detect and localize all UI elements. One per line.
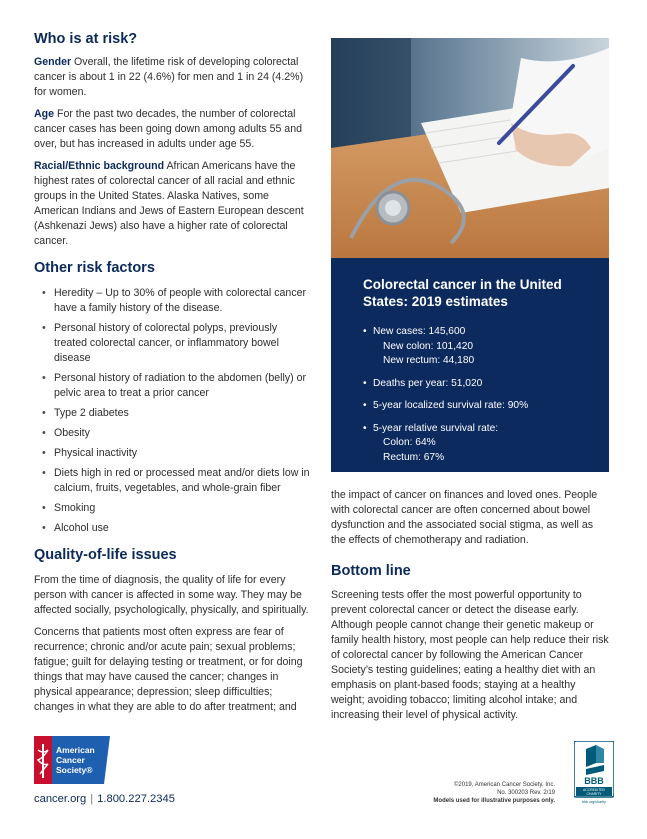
list-item xyxy=(363,377,589,392)
list-item: • Personal history of colorectal polyps, previously treated colorectal cancer, or inflammatory bowel disease xyxy=(42,321,312,366)
bbb-charity: CHARITY xyxy=(586,792,602,796)
list-item: • Alcohol use xyxy=(42,521,312,536)
list-item xyxy=(363,399,589,414)
who-at-risk-heading: Who is at risk? xyxy=(34,31,138,47)
localized-survival: 5-year localized survival rate: 90% xyxy=(373,400,529,411)
bbb-accredited: ACCREDITED xyxy=(582,788,606,792)
deaths-per-year: Deaths per year: 51,020 xyxy=(373,377,483,389)
list-item: • Type 2 diabetes xyxy=(42,406,312,421)
risk-factor-list xyxy=(42,286,312,536)
copyright-line: ©2019, American Cancer Society, Inc. xyxy=(453,782,555,788)
statistics-box xyxy=(331,258,609,472)
acs-logo-icon xyxy=(34,736,110,784)
bbb-torch-icon xyxy=(574,741,614,805)
phone-number[interactable]: 1.800.227.2345 xyxy=(97,793,175,805)
statistics-list xyxy=(363,325,589,465)
models-disclaimer: Models used for illustrative purposes only. xyxy=(433,798,555,804)
age-paragraph xyxy=(34,107,312,152)
age-label: Age xyxy=(34,108,55,120)
logo-line-1: American xyxy=(56,745,95,755)
bottom-line-heading: Bottom line xyxy=(331,563,411,579)
list-item: • Diets high in red or processed meat and/or diets low in calcium, fruits, vegetables, and whole-grain fiber xyxy=(42,466,312,496)
bottom-line-text: Screening tests offer the most powerful opportunity to prevent colorectal cancer or detect the disease early. Although people cannot change their genetic makeup or family health history, most people can help reduce their risk of colorectal cancer by following the American Cancer Society’s testing guidelines; eating a healthy diet with an emphasis on plant-based foods; staying at a healthy weight; avoiding tobacco; limiting alcohol intake; and increasing their level of physical activity. xyxy=(331,589,609,721)
gender-label: Gender xyxy=(34,56,72,68)
gender-text: Overall, the lifetime risk of developing colorectal cancer is about 1 in 22 (4.6%) for men and 1 in 24 (4.2%) for women. xyxy=(34,56,304,98)
separator: | xyxy=(90,793,94,805)
left-column xyxy=(34,30,312,722)
logo-line-3: Society® xyxy=(56,765,93,775)
footer-contact xyxy=(34,793,175,805)
list-item xyxy=(363,422,589,466)
acs-logo[interactable] xyxy=(34,736,110,784)
doctor-photo xyxy=(331,38,609,258)
list-item: • Obesity xyxy=(42,426,312,441)
relative-survival: 5-year relative survival rate: xyxy=(373,422,499,434)
race-text: African Americans have the highest rates of colorectal cancer of all racial and ethnic groups in the United States. Alaska Natives, some American Indians and Jews of Eastern European descent (Ashkenazi Jews) also have a higher rate of colorectal cancer. xyxy=(34,160,304,247)
logo-line-2: Cancer xyxy=(56,755,85,765)
list-item: • Personal history of radiation to the abdomen (belly) or pelvic area to treat a prior cancer xyxy=(42,371,312,401)
statistics-title: Colorectal cancer in the United States: 2019 estimates xyxy=(363,277,562,309)
list-item: • Smoking xyxy=(42,501,312,516)
quality-paragraph-2: Concerns that patients most often express are fear of recurrence; chronic and/or acute pain; sexual problems; fatigue; guilt for delaying testing or treatment, or for doing things that may have caused the cancer; changes in physical appearance; depression; sleep difficulties; changes in what they are able to do after treatment; and xyxy=(34,626,303,713)
colon-survival: Colon: 64% xyxy=(383,437,436,448)
new-cases: New cases: 145,600 xyxy=(373,326,466,337)
race-label: Racial/Ethnic background xyxy=(34,160,165,172)
new-colon: New colon: 101,420 xyxy=(383,340,474,352)
document-number: No. 300203 Rev. 2/19 xyxy=(497,790,555,796)
other-risk-factors-heading: Other risk factors xyxy=(34,260,155,276)
right-column xyxy=(331,488,609,723)
quality-of-life-heading: Quality-of-life issues xyxy=(34,547,177,563)
rectum-survival: Rectum: 67% xyxy=(383,451,445,463)
bbb-badge[interactable] xyxy=(574,741,614,805)
website-link[interactable]: cancer.org xyxy=(34,793,87,805)
race-paragraph xyxy=(34,159,312,249)
quality-paragraph-1: From the time of diagnosis, the quality of life for every person with cancer is affected in some way. They may be affected socially, psychologically, physically, and spiritually. xyxy=(34,574,309,616)
doctor-writing-image xyxy=(331,38,609,258)
list-item xyxy=(363,325,589,369)
bbb-text: BBB xyxy=(584,776,604,786)
list-item: • Heredity – Up to 30% of people with colorectal cancer have a family history of the disease. xyxy=(42,286,312,316)
gender-paragraph xyxy=(34,55,312,100)
legal-text xyxy=(410,781,555,805)
bbb-url: bbb.org/charity xyxy=(582,800,606,804)
age-text: For the past two decades, the number of colorectal cancer cases has been going down among adults 55 and over, but has increased in adults under age 55. xyxy=(34,108,302,150)
list-item: • Physical inactivity xyxy=(42,446,312,461)
quality-paragraph-3: the impact of cancer on finances and loved ones. People with colorectal cancer are often concerned about bowel dysfunction and the associated social stigma, as well as the effects of chemotherapy and radiation. xyxy=(331,489,598,546)
new-rectum: New rectum: 44,180 xyxy=(383,355,475,366)
